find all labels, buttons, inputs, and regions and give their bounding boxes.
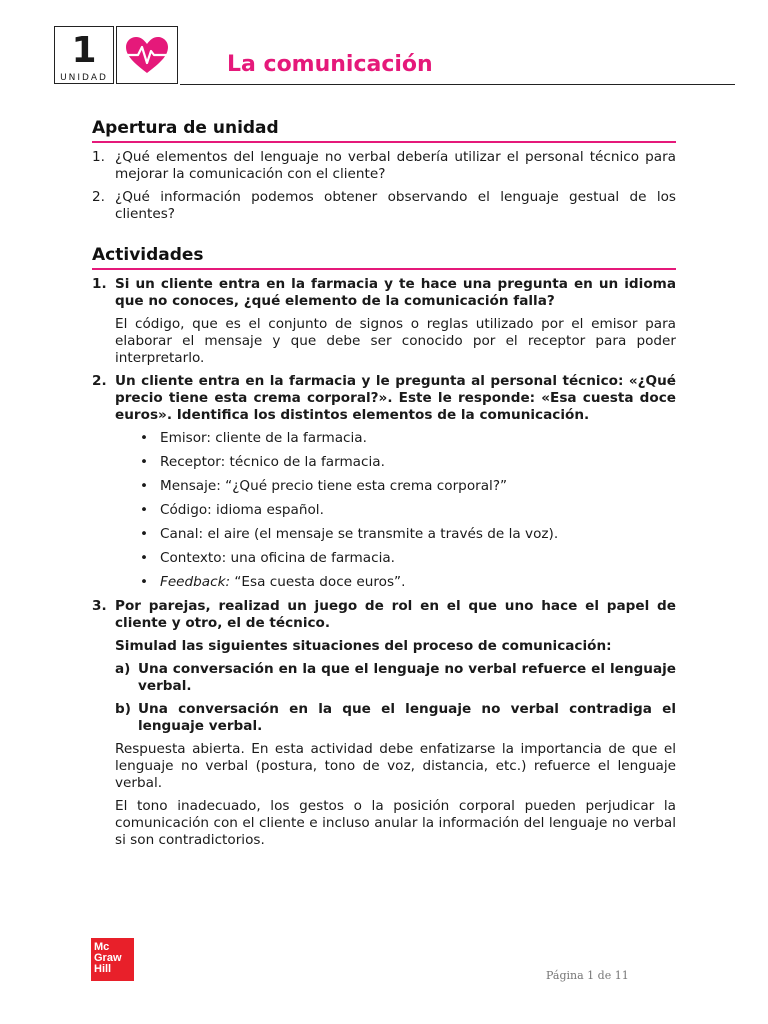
feedback-text: “Esa cuesta doce euros”. [230, 574, 406, 590]
list-item-feedback [160, 574, 676, 591]
title-rule [180, 84, 735, 85]
apertura-question-1 [92, 149, 676, 183]
activity-1-answer: El código, que es el conjunto de signos o reglas utilizado por el emisor para elaborar el mensaje y que debe ser conocido por el receptor para poder interpretarlo. [115, 316, 676, 366]
activity-number: 1. [92, 276, 107, 292]
page-title: La comunicación [227, 52, 433, 77]
logo-line: Mc [94, 941, 110, 953]
feedback-label: Feedback: [160, 574, 231, 590]
unit-icon-box [116, 26, 178, 84]
list-item-codigo: • Código: idioma español. [160, 502, 676, 519]
page-number: Página 1 de 11 [546, 969, 629, 982]
question-text: ¿Qué información podemos obtener observando el lenguaje gestual de los clientes? [115, 189, 676, 222]
logo-line: Hill [94, 963, 112, 975]
activity-3-option-b [115, 701, 676, 735]
list-item-receptor: • Receptor: técnico de la farmacia. [160, 454, 676, 471]
activity-3-option-a [115, 661, 676, 695]
activity-1 [92, 276, 676, 310]
option-text: Una conversación en la que el lenguaje no verbal refuerce el lenguaje verbal. [138, 661, 676, 694]
option-text: Una conversación en la que el lenguaje no verbal contradiga el lenguaje verbal. [138, 701, 676, 734]
option-letter: b) [115, 701, 131, 717]
logo-line: Graw [94, 952, 122, 964]
activity-number: 3. [92, 598, 107, 614]
section-title-apertura: Apertura de unidad [92, 118, 676, 143]
activity-3-intro: Simulad las siguientes situaciones del proceso de comunicación: [115, 638, 612, 654]
question-number: 1. [92, 149, 105, 165]
activity-3-answer-2: El tono inadecuado, los gestos o la posición corporal pueden perjudicar la comunicación con el cliente e incluso anular la información del lenguaje no verbal si son contradictorios. [115, 798, 676, 848]
main-content [92, 118, 676, 849]
activity-text: Por parejas, realizad un juego de rol en el que uno hace el papel de cliente y otro, el de técnico. [115, 598, 676, 631]
section-title-actividades: Actividades [92, 245, 676, 270]
apertura-question-2 [92, 189, 676, 223]
heart-pulse-icon [124, 35, 170, 75]
communication-elements-list [92, 430, 676, 591]
activity-text: Un cliente entra en la farmacia y le pregunta al personal técnico: «¿Qué precio tiene esta crema corporal?». Este le responde: «Esa cuesta doce euros». Identifica los distintos elementos de la comunicación. [115, 373, 676, 423]
list-item-canal: • Canal: el aire (el mensaje se transmite a través de la voz). [160, 526, 676, 543]
activity-number: 2. [92, 373, 107, 389]
activity-2 [92, 373, 676, 424]
unit-number: 1 [71, 30, 97, 71]
option-letter: a) [115, 661, 131, 677]
mcgraw-hill-logo [91, 938, 134, 981]
activity-text: Si un cliente entra en la farmacia y te hace una pregunta en un idioma que no conoces, ¿qué elemento de la comunicación falla? [115, 276, 676, 309]
question-text: ¿Qué elementos del lenguaje no verbal debería utilizar el personal técnico para mejorar la comunicación con el cliente? [115, 149, 676, 182]
unit-box [54, 26, 114, 84]
list-item-mensaje: • Mensaje: “¿Qué precio tiene esta crema corporal?” [160, 478, 676, 495]
unit-label: UNIDAD [60, 73, 108, 83]
activity-3 [92, 598, 676, 632]
list-item-emisor: • Emisor: cliente de la farmacia. [160, 430, 676, 447]
activity-3-answer-1: Respuesta abierta. En esta actividad debe enfatizarse la importancia de que el lenguaje no verbal (postura, tono de voz, distancia, etc.) refuerce el lenguaje verbal. [115, 741, 676, 791]
question-number: 2. [92, 189, 105, 205]
list-item-contexto: • Contexto: una oficina de farmacia. [160, 550, 676, 567]
